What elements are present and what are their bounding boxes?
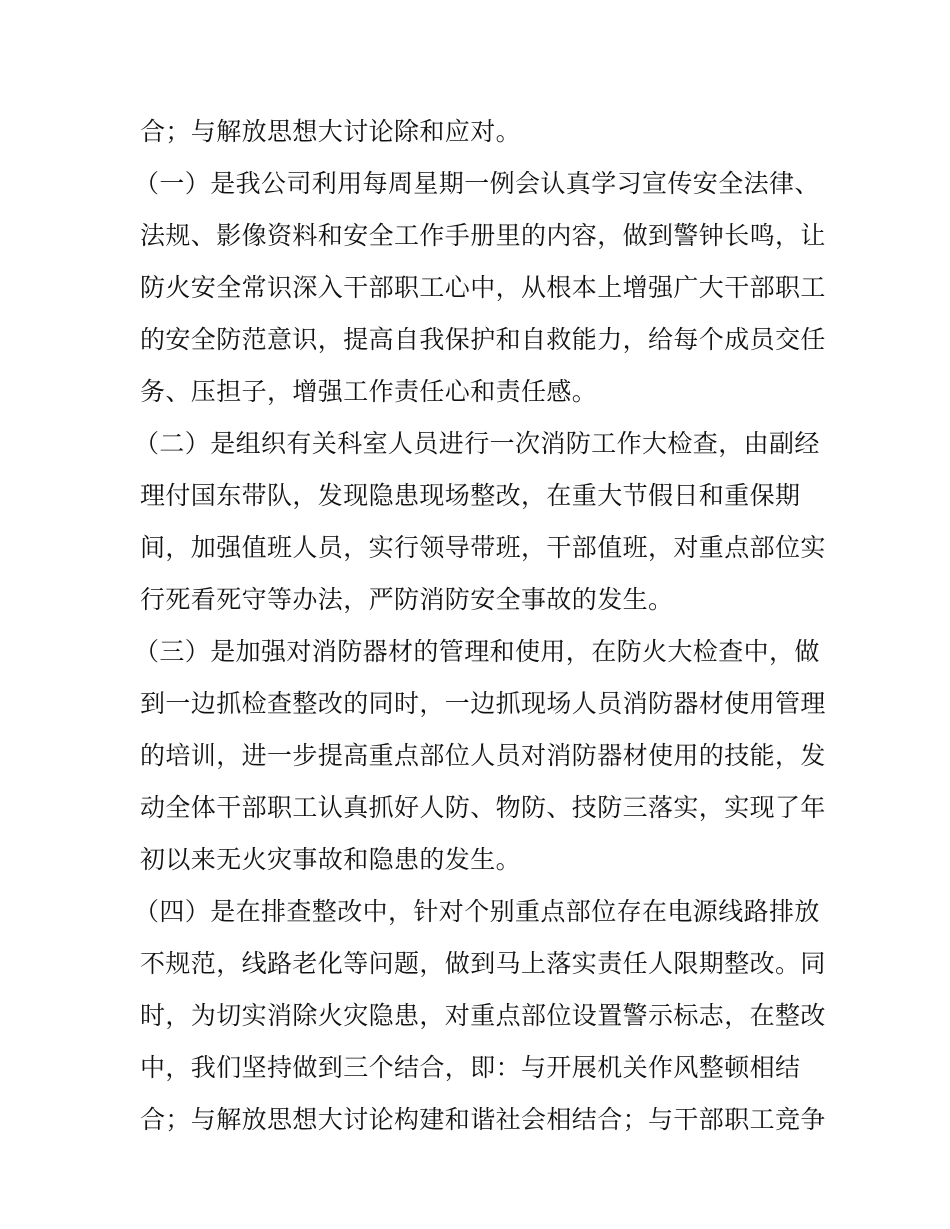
text-line: 不规范，线路老化等问题，做到马上落实责任人限期整改。同: [140, 949, 826, 978]
text-line: 合；与解放思想大讨论除和应对。: [140, 117, 522, 146]
text-line: 的培训，进一步提高重点部位人员对消防器材使用的技能，发: [140, 741, 826, 770]
text-line: （二）是组织有关科室人员进行一次消防工作大检查，由副经: [134, 429, 820, 458]
text-line: （三）是加强对消防器材的管理和使用，在防火大检查中，做: [134, 637, 820, 666]
text-line: 时，为切实消除火灾隐患，对重点部位设置警示标志，在整改: [140, 1001, 826, 1030]
body-text: [134, 106, 826, 1146]
text-line: 动全体干部职工认真抓好人防、物防、技防三落实，实现了年: [140, 793, 826, 822]
text-line: 防火安全常识深入干部职工心中，从根本上增强广大干部职工: [140, 273, 826, 302]
text-line: 法规、影像资料和安全工作手册里的内容，做到警钟长鸣，让: [140, 221, 826, 250]
text-line: 行死看死守等办法，严防消防安全事故的发生。: [140, 585, 674, 614]
text-line: 务、压担子，增强工作责任心和责任感。: [140, 377, 598, 406]
text-line: 初以来无火灾事故和隐患的发生。: [140, 845, 522, 874]
text-line: 中，我们坚持做到三个结合，即：与开展机关作风整顿相结: [140, 1053, 801, 1082]
text-line: 间，加强值班人员，实行领导带班，干部值班，对重点部位实: [140, 533, 826, 562]
text-line: 的安全防范意识，提高自我保护和自救能力，给每个成员交任: [140, 325, 826, 354]
text-line: （一）是我公司利用每周星期一例会认真学习宣传安全法律、: [134, 169, 820, 198]
text-line: 到一边抓检查整改的同时，一边抓现场人员消防器材使用管理: [140, 689, 826, 718]
text-line: 理付国东带队，发现隐患现场整改，在重大节假日和重保期: [140, 481, 801, 510]
text-line: 合；与解放思想大讨论构建和谐社会相结合；与干部职工竞争: [140, 1105, 826, 1134]
text-line: （四）是在排查整改中，针对个别重点部位存在电源线路排放: [134, 897, 820, 926]
